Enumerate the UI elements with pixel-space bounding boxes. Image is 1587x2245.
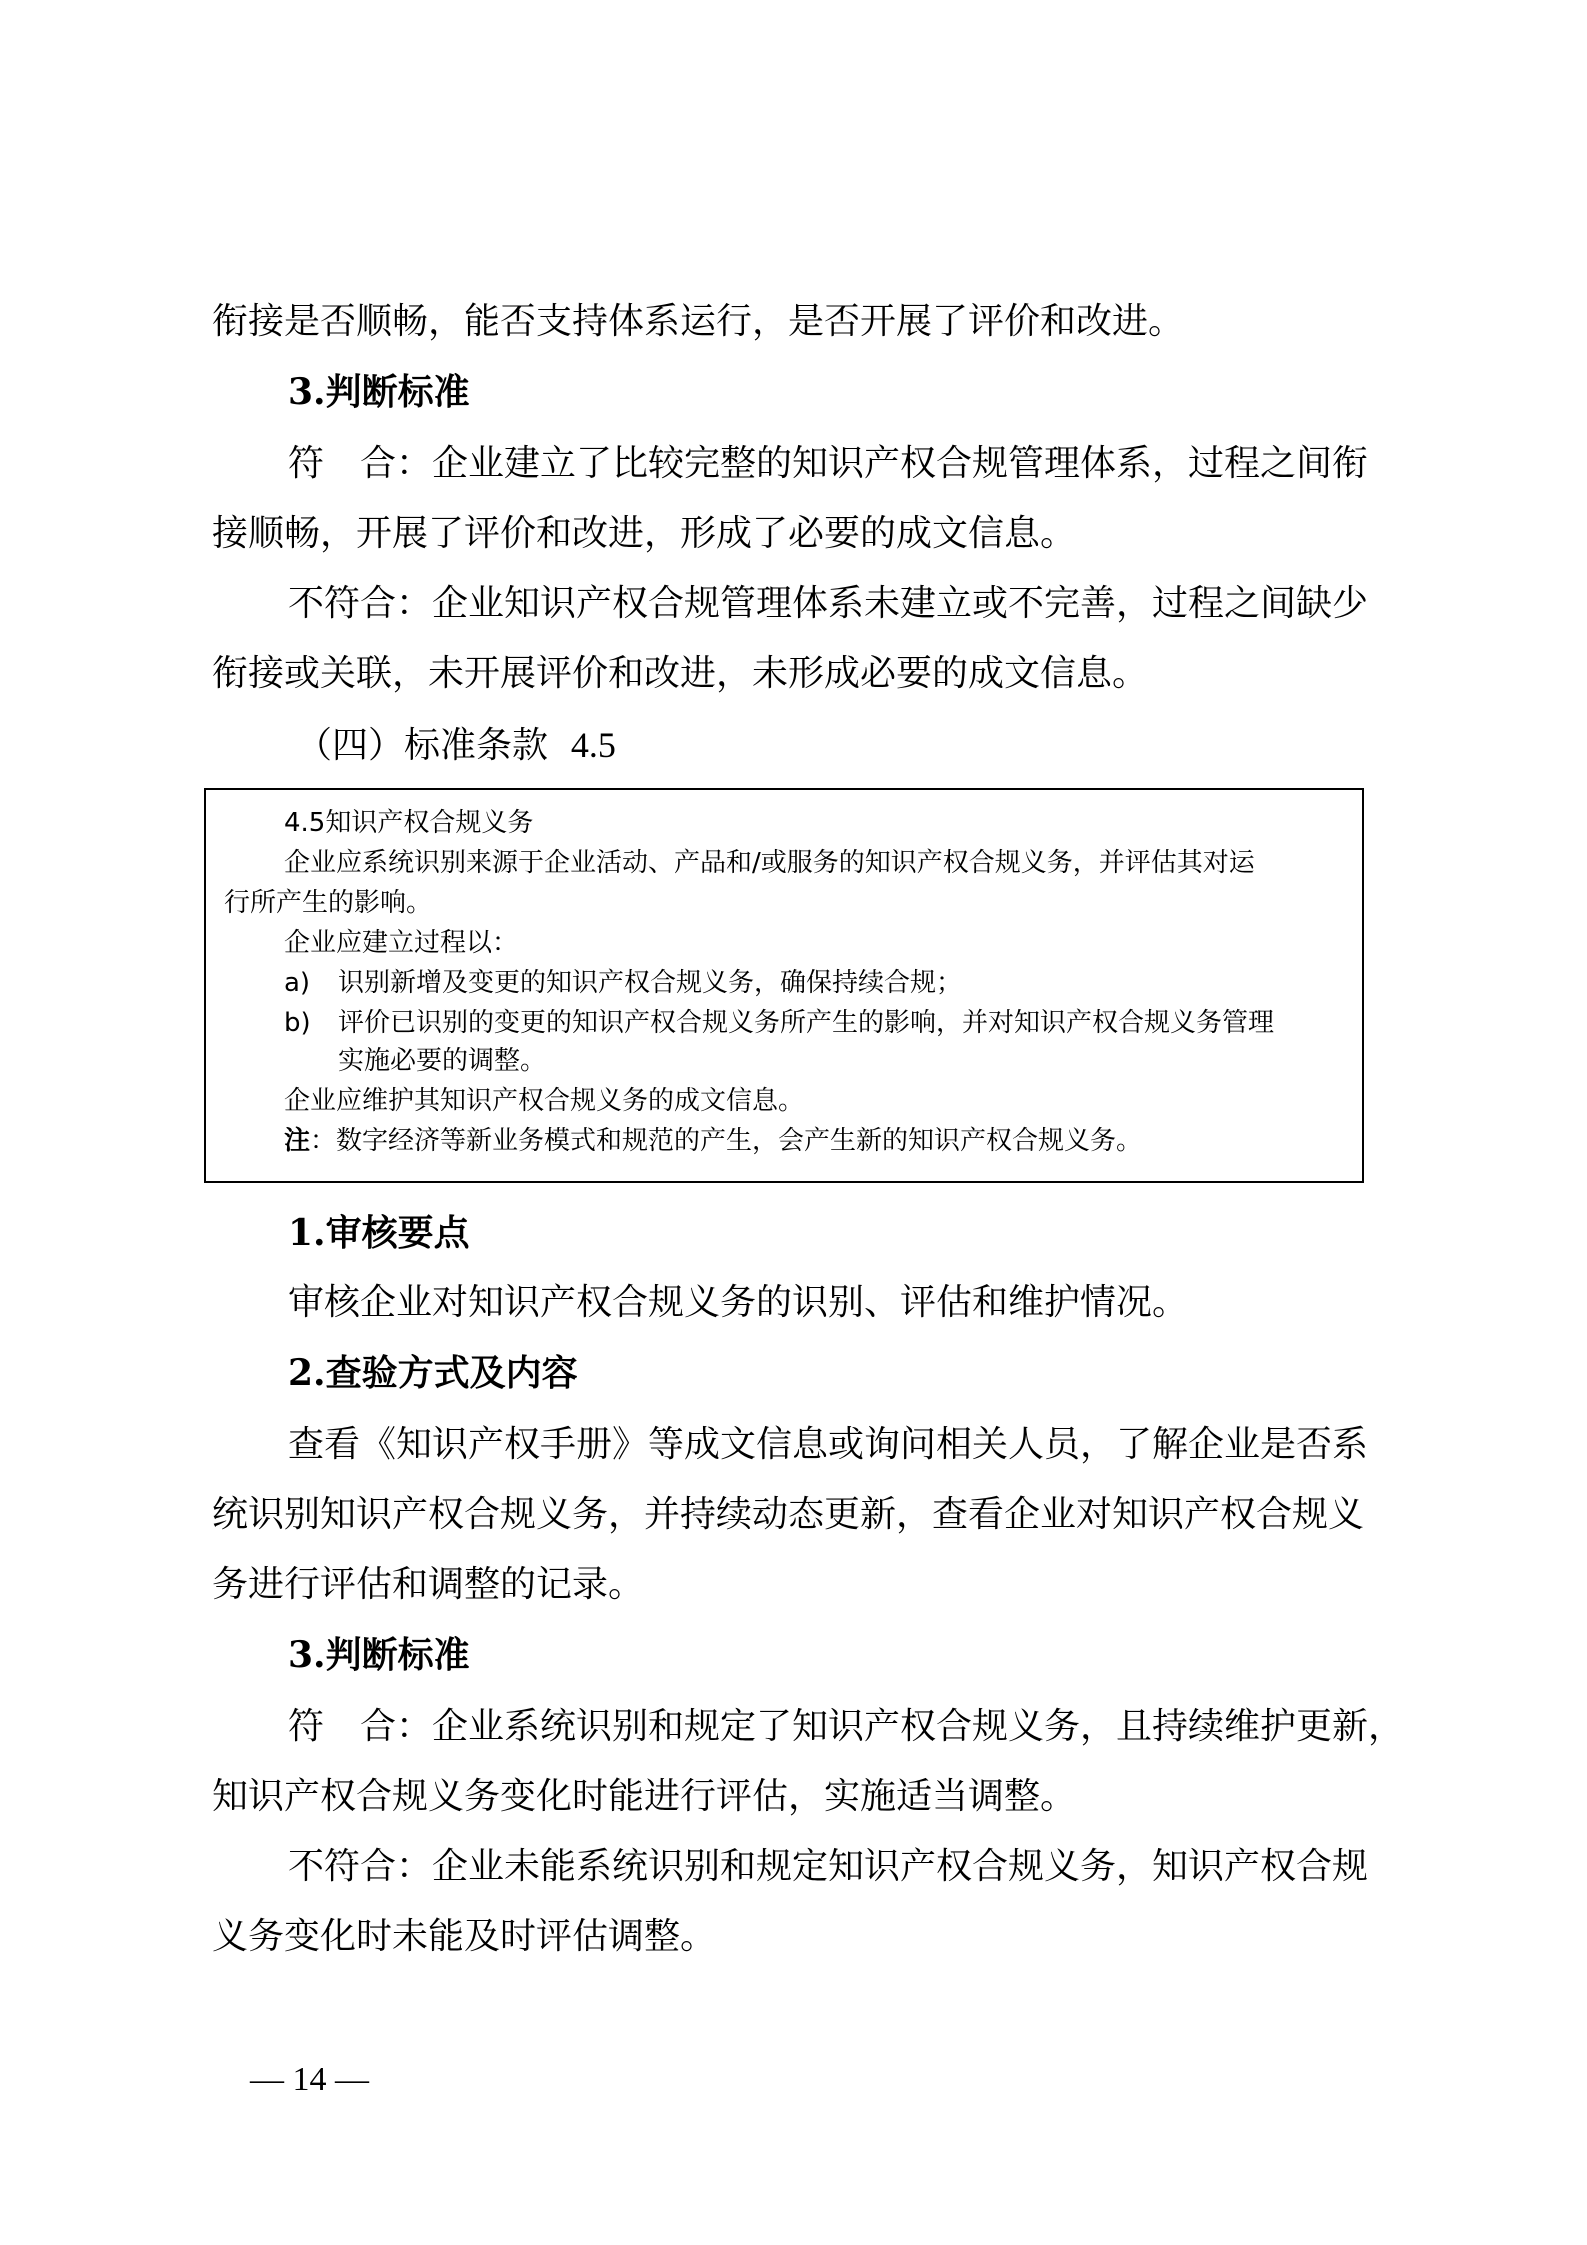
heading-text: 审核要点 — [325, 1213, 470, 1254]
paragraph-line: 符 合：企业系统识别和规定了知识产权合规义务，且持续维护更新， — [288, 1706, 1405, 1747]
paragraph-line: 务进行评估和调整的记录。 — [212, 1564, 645, 1605]
list-marker-a: a) — [284, 968, 311, 998]
clause-title: 4.5知识产权合规义务 — [284, 808, 534, 838]
paragraph-line: 衔接是否顺畅，能否支持体系运行，是否开展了评价和改进。 — [212, 301, 1185, 342]
heading-number: 1. — [288, 1212, 326, 1254]
standard-clause-heading — [296, 727, 616, 764]
section-heading-audit-points — [288, 1212, 470, 1254]
paragraph-line: 不符合：企业未能系统识别和规定知识产权合规义务，知识产权合规 — [288, 1846, 1369, 1887]
paragraph-line: 符 合：企业建立了比较完整的知识产权合规管理体系，过程之间衔 — [288, 443, 1369, 484]
heading-number: 2. — [288, 1352, 326, 1394]
clause-note — [284, 1128, 1142, 1154]
note-label: 注 — [284, 1126, 311, 1156]
list-item-a: 识别新增及变更的知识产权合规义务，确保持续合规； — [338, 968, 963, 998]
paragraph-line: 查看《知识产权手册》等成文信息或询问相关人员，了解企业是否系 — [288, 1424, 1369, 1465]
note-text: ：数字经济等新业务模式和规范的产生，会产生新的知识产权合规义务。 — [310, 1126, 1143, 1156]
clause-paragraph: 企业应维护其知识产权合规义务的成文信息。 — [284, 1086, 805, 1116]
paragraph-line: 衔接或关联，未开展评价和改进，未形成必要的成文信息。 — [212, 653, 1149, 694]
paragraph-line: 接顺畅，开展了评价和改进，形成了必要的成文信息。 — [212, 513, 1077, 554]
list-item-b-continued: 实施必要的调整。 — [338, 1046, 547, 1076]
section-label: （四）标准条款 — [296, 725, 549, 766]
list-item-b: 评价已识别的变更的知识产权合规义务所产生的影响，并对知识产权合规义务管理 — [338, 1008, 1275, 1038]
list-marker-b: b) — [284, 1008, 311, 1038]
heading-number: 3. — [288, 371, 326, 413]
paragraph-line: 审核企业对知识产权合规义务的识别、评估和维护情况。 — [288, 1282, 1189, 1323]
heading-text: 查验方式及内容 — [325, 1353, 578, 1394]
heading-number: 3. — [288, 1634, 326, 1676]
section-heading-judgment — [288, 371, 470, 413]
section-heading-method — [288, 1352, 578, 1394]
paragraph-line: 统识别知识产权合规义务，并持续动态更新，查看企业对知识产权合规义 — [212, 1494, 1365, 1535]
clause-paragraph: 企业应建立过程以： — [284, 928, 519, 958]
section-heading-judgment — [288, 1634, 470, 1676]
paragraph-line: 不符合：企业知识产权合规管理体系未建立或不完善，过程之间缺少 — [288, 583, 1369, 624]
paragraph-line: 义务变化时未能及时评估调整。 — [212, 1916, 717, 1957]
heading-text: 判断标准 — [325, 372, 470, 413]
page-number: — 14 — — [250, 2061, 369, 2098]
heading-text: 判断标准 — [325, 1635, 470, 1676]
standard-clause-box — [204, 788, 1364, 1183]
clause-paragraph: 企业应系统识别来源于企业活动、产品和/或服务的知识产权合规义务，并评估其对运 — [284, 848, 1255, 878]
section-number: 4.5 — [570, 725, 616, 765]
clause-paragraph: 行所产生的影响。 — [224, 888, 433, 918]
paragraph-line: 知识产权合规义务变化时能进行评估，实施适当调整。 — [212, 1776, 1077, 1817]
